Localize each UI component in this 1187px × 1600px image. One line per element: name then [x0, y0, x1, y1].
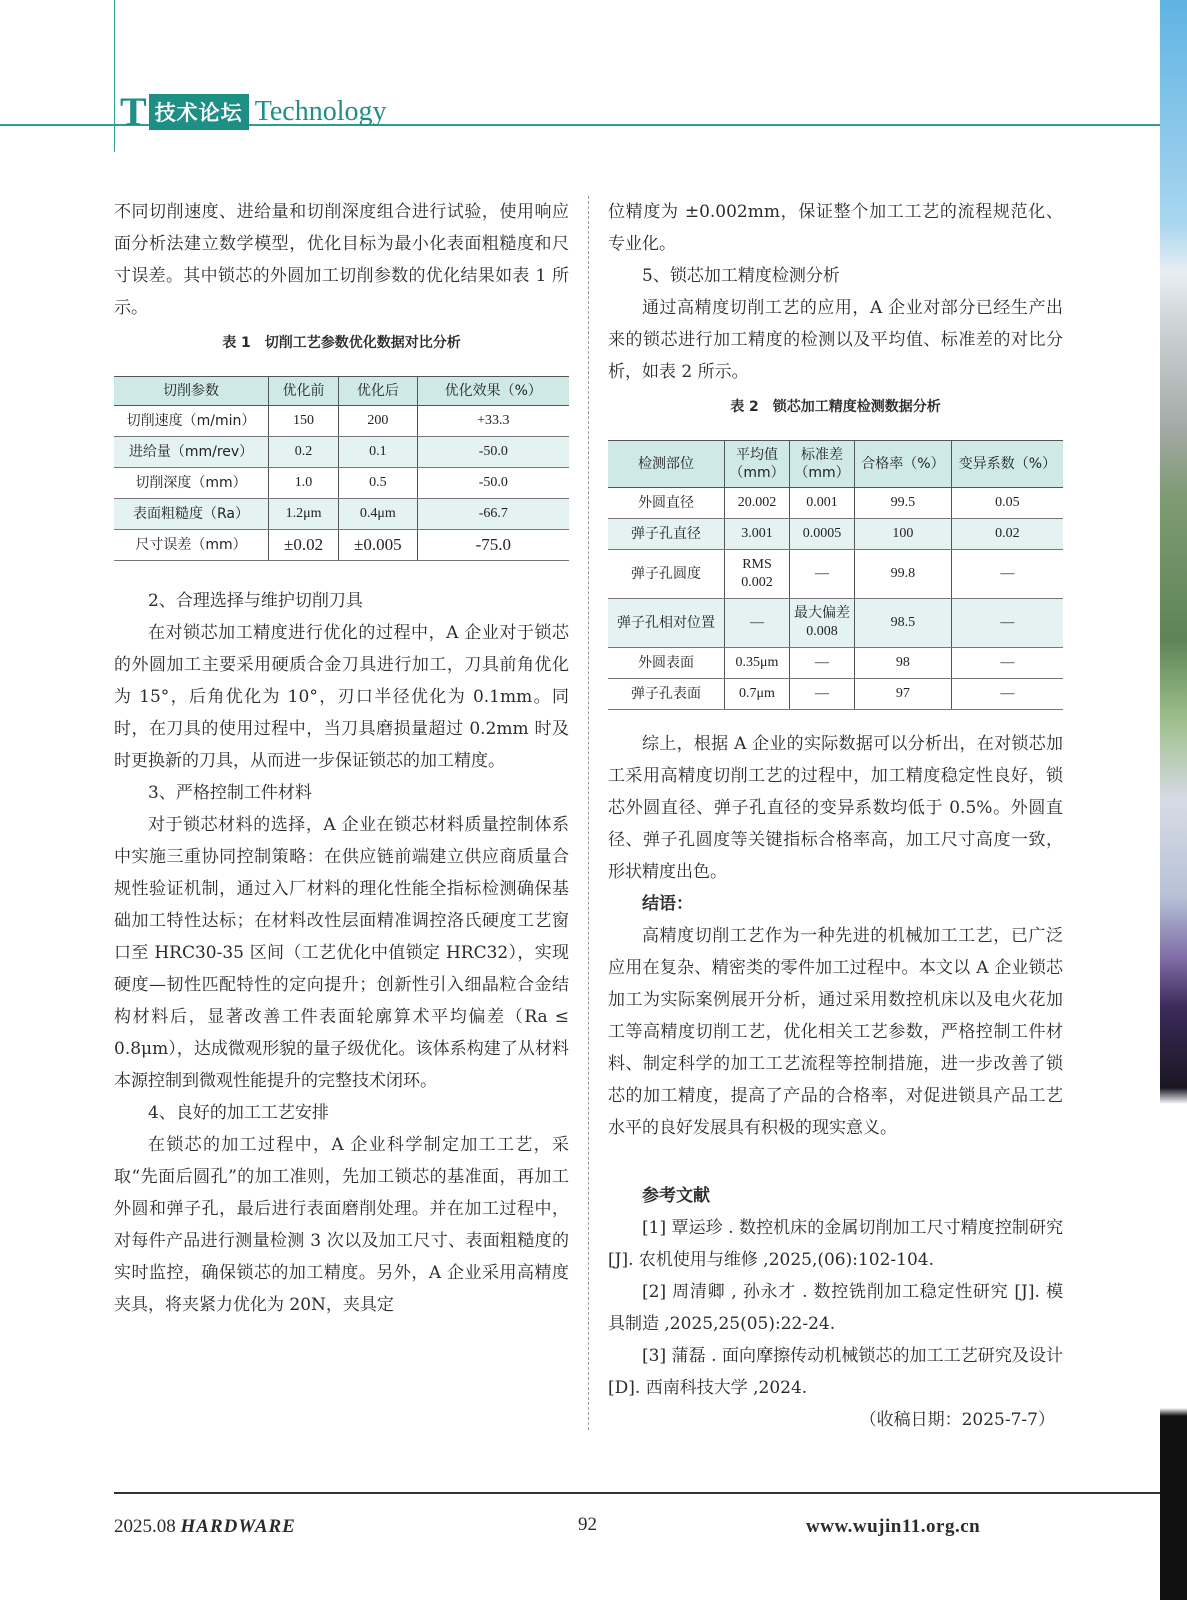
- table-cell: —: [725, 599, 790, 648]
- table-cell: 1.2μm: [269, 499, 339, 530]
- table-cell: —: [790, 550, 855, 599]
- table2-title: 表 2 锁芯加工精度检测数据分析: [730, 399, 941, 415]
- table-cell: 切削速度（m/min）: [114, 406, 269, 437]
- table-cell: 外圆表面: [608, 648, 725, 679]
- table-row: [114, 468, 569, 499]
- table-cell: -66.7: [417, 499, 569, 530]
- table-row: [608, 648, 1063, 679]
- table1-header: 优化前: [269, 377, 339, 406]
- table-row: [114, 437, 569, 468]
- table-cell: 弹子孔表面: [608, 679, 725, 710]
- section4-heading: 4、良好的加工工艺安排: [148, 1103, 329, 1123]
- table-cell: 最大偏差 0.008: [790, 599, 855, 648]
- section2-body: 在对锁芯加工精度进行优化的过程中，A 企业对于锁芯的外圆加工主要采用硬质合金刀具进行加工，刀具前角优化为 15°，后角优化为 10°，刃口半径优化为 0.1mm。同时，在刀具的使用过程中，当刀具磨损量超过 0.2mm 时及时更换新的刀具，从而进一步保证锁芯的加工精度。: [114, 623, 569, 771]
- intro-paragraph: 不同切削速度、进给量和切削深度组合进行试验，使用响应面分析法建立数学模型，优化目标为最小化表面粗糙度和尺寸误差。其中锁芯的外圆加工切削参数的优化结果如表 1 所示。: [114, 202, 569, 318]
- table-cell: —: [790, 648, 855, 679]
- table-cell: 0.001: [790, 488, 855, 519]
- table2-header: 标准差（mm）: [790, 441, 855, 488]
- table-cell: 弹子孔圆度: [608, 550, 725, 599]
- footer-magazine: HARDWARE: [180, 1516, 296, 1537]
- table-cell: +33.3: [417, 406, 569, 437]
- table-cell: —: [951, 648, 1063, 679]
- table-cell: ±0.02: [269, 530, 339, 561]
- table-cell: 0.35μm: [725, 648, 790, 679]
- continued-paragraph: 位精度为 ±0.002mm，保证整个加工工艺的流程规范化、专业化。: [608, 202, 1063, 254]
- table-row: [608, 599, 1063, 648]
- table-cell: 1.0: [269, 468, 339, 499]
- table-cell: 尺寸误差（mm）: [114, 530, 269, 561]
- section-letter: T: [120, 89, 147, 134]
- table-cell: 进给量（mm/rev）: [114, 437, 269, 468]
- table-row: [608, 488, 1063, 519]
- table-row: [114, 499, 569, 530]
- table2-header: 合格率（%）: [855, 441, 952, 488]
- table-cell: 98: [855, 648, 952, 679]
- table-cell: 0.02: [951, 519, 1063, 550]
- table-cell: RMS 0.002: [725, 550, 790, 599]
- table-cell: 3.001: [725, 519, 790, 550]
- table-cell: 0.7μm: [725, 679, 790, 710]
- table-cell: -50.0: [417, 468, 569, 499]
- table2-header: 检测部位: [608, 441, 725, 488]
- references-heading: 参考文献: [642, 1186, 710, 1206]
- table-cell: 0.5: [339, 468, 417, 499]
- table-row: [608, 679, 1063, 710]
- page-number: 92: [578, 1514, 597, 1535]
- table2: [608, 440, 1063, 710]
- table-cell: 外圆直径: [608, 488, 725, 519]
- table-row: [114, 406, 569, 437]
- reference-item: [2] 周清卿 , 孙永才 . 数控铣削加工稳定性研究 [J]. 模具制造 ,2025,25(05):22-24.: [608, 1282, 1063, 1334]
- table-cell: 0.1: [339, 437, 417, 468]
- table-row: [114, 530, 569, 561]
- conclusion-body: 高精度切削工艺作为一种先进的机械加工工艺，已广泛应用在复杂、精密类的零件加工过程中。本文以 A 企业锁芯加工为实际案例展开分析，通过采用数控机床以及电火花加工等高精度切削工艺，优化相关工艺参数，严格控制工件材料、制定科学的加工工艺流程等控制措施，进一步改善了锁芯的加工精度，提高了产品的合格率，对促进锁具产品工艺水平的良好发展具有积极的现实意义。: [608, 926, 1063, 1138]
- section2-heading: 2、合理选择与维护切削刀具: [148, 591, 363, 611]
- table-cell: —: [951, 550, 1063, 599]
- footer-date: 2025.08: [114, 1516, 176, 1537]
- column-divider: [588, 196, 589, 1430]
- table2-header: 变异系数（%）: [951, 441, 1063, 488]
- table-row: [608, 519, 1063, 550]
- table-cell: 98.5: [855, 599, 952, 648]
- table-cell: 99.8: [855, 550, 952, 599]
- table-cell: 0.05: [951, 488, 1063, 519]
- table-cell: 切削深度（mm）: [114, 468, 269, 499]
- section5-body: 通过高精度切削工艺的应用，A 企业对部分已经生产出来的锁芯进行加工精度的检测以及平均值、标准差的对比分析，如表 2 所示。: [608, 298, 1063, 382]
- table-cell: 0.4μm: [339, 499, 417, 530]
- table-cell: 200: [339, 406, 417, 437]
- table-cell: 150: [269, 406, 339, 437]
- section3-body: 对于锁芯材料的选择，A 企业在锁芯材料质量控制体系中实施三重协同控制策略：在供应链前端建立供应商质量合规性验证机制，通过入厂材料的理化性能全指标检测确保基础加工特性达标；在材料改性层面精准调控洛氏硬度工艺窗口至 HRC30-35 区间（工艺优化中值锁定 HRC32），实现硬度—韧性匹配特性的定向提升；创新性引入细晶粒合金结构材料后，显著改善工件表面轮廓算术平均偏差（Ra ≤ 0.8μm），达成微观形貌的量子级优化。该体系构建了从材料本源控制到微观性能提升的完整技术闭环。: [114, 815, 569, 1091]
- conclusion-heading: 结语：: [642, 894, 693, 914]
- section-title-en: Technology: [254, 96, 387, 127]
- footer-url: www.wujin11.org.cn: [806, 1516, 981, 1537]
- section4-body: 在锁芯的加工过程中，A 企业科学制定加工工艺，采取“先面后圆孔”的加工准则，先加工锁芯的基准面，再加工外圆和弹子孔，最后进行表面磨削处理。并在加工过程中，对每件产品进行测量检测 3 次以及加工尺寸、表面粗糙度的实时监控，确保锁芯的加工精度。另外，A 企业采用高精度夹具，将夹紧力优化为 20N，夹具定: [114, 1135, 569, 1315]
- table-cell: -75.0: [417, 530, 569, 561]
- table-cell: —: [951, 599, 1063, 648]
- table1-title: 表 1 切削工艺参数优化数据对比分析: [222, 335, 461, 351]
- table-cell: ±0.005: [339, 530, 417, 561]
- table1-header: 切削参数: [114, 377, 269, 406]
- header-vertical-rule: [114, 0, 115, 152]
- decorative-photo-strip: [1160, 0, 1187, 1600]
- table-cell: 100: [855, 519, 952, 550]
- table-cell: —: [951, 679, 1063, 710]
- table-cell: 表面粗糙度（Ra）: [114, 499, 269, 530]
- table1-header: 优化效果（%）: [417, 377, 569, 406]
- summary-paragraph: 综上，根据 A 企业的实际数据可以分析出，在对锁芯加工采用高精度切削工艺的过程中，加工精度稳定性良好，锁芯外圆直径、弹子孔直径的变异系数均低于 0.5%。外圆直径、弹子孔圆度等关键指标合格率高，加工尺寸高度一致，形状精度出色。: [608, 734, 1063, 882]
- reference-item: [3] 蒲磊 . 面向摩擦传动机械锁芯的加工工艺研究及设计 [D]. 西南科技大学 ,2024.: [608, 1346, 1063, 1398]
- table-cell: 0.0005: [790, 519, 855, 550]
- table-cell: —: [790, 679, 855, 710]
- table1-header: 优化后: [339, 377, 417, 406]
- table2-header: 平均值（mm）: [725, 441, 790, 488]
- table-cell: 99.5: [855, 488, 952, 519]
- section-header: [120, 89, 387, 134]
- section-title-cn: 技术论坛: [149, 94, 249, 130]
- left-column: [114, 196, 569, 1321]
- section3-heading: 3、严格控制工件材料: [148, 783, 312, 803]
- table1: [114, 376, 569, 561]
- reference-item: [1] 覃运珍 . 数控机床的金属切削加工尺寸精度控制研究 [J]. 农机使用与维修 ,2025,(06):102-104.: [608, 1218, 1063, 1270]
- table-row: [608, 550, 1063, 599]
- section5-heading: 5、锁芯加工精度检测分析: [642, 266, 840, 286]
- table-cell: 20.002: [725, 488, 790, 519]
- table-cell: 弹子孔直径: [608, 519, 725, 550]
- footer-rule: [114, 1492, 1160, 1494]
- right-column: [608, 196, 1063, 1436]
- table-cell: 弹子孔相对位置: [608, 599, 725, 648]
- footer-issue: [114, 1516, 296, 1538]
- table-cell: 0.2: [269, 437, 339, 468]
- table-cell: 97: [855, 679, 952, 710]
- table-cell: -50.0: [417, 437, 569, 468]
- received-date: （收稿日期：2025-7-7）: [859, 1410, 1055, 1430]
